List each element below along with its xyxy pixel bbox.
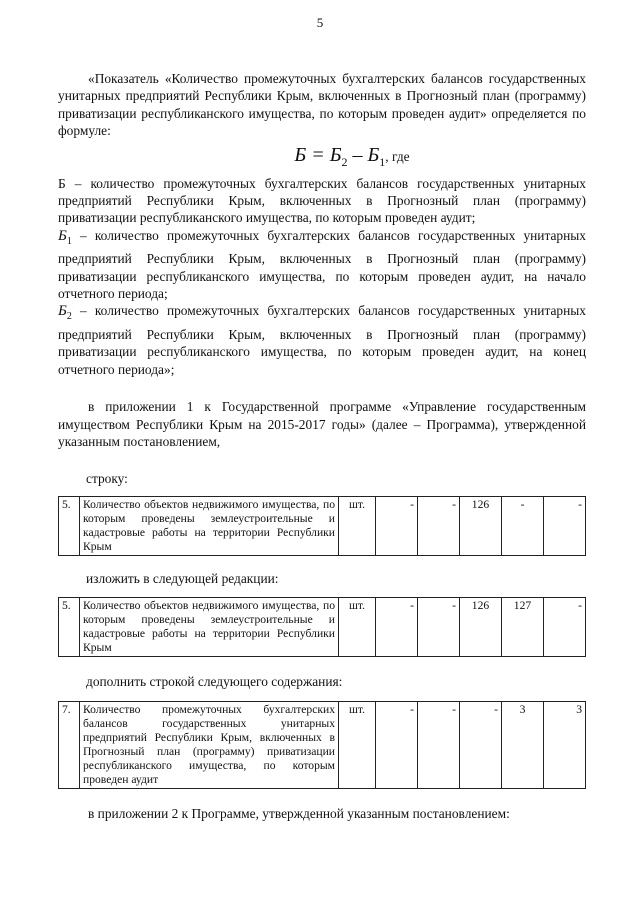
- symbol-b2: $Б_2$: [58, 303, 72, 323]
- symbol-b1: $Б_1$: [58, 227, 72, 247]
- table-row-edited: [58, 597, 586, 657]
- table-row: 5. Количество объектов недвижимого имущества, по которым проведены землеустроительные и кадастровые работы на территории Республики Крым шт. - - 126 - -: [59, 496, 586, 555]
- page-number: 5: [316, 15, 324, 30]
- paragraph-indicator: «Показатель «Количество промежуточных бухгалтерских балансов государственных унитарных предприятий Республики Крым, включенных в Прогнозный план (программу) приватизации республиканского имущества, по которым проведен аудит» определяется по формуле:: [58, 71, 586, 139]
- paragraph-appendix-1: в приложении 1 к Государственной программе «Управление государственным имуществом Республики Крым на 2015-2017 годы» (далее – Программа), утвержденной указанным постановлением,: [58, 399, 586, 449]
- paragraph-appendix-2: в приложении 2 к Программе, утвержденной указанным постановлением:: [88, 805, 510, 821]
- definition-b1: $Б_1$ – количество промежуточных бухгалтерских балансов государственных унитарных предприятий Республики Крым, включенных в Прогнозный план (программу) приватизации республиканского имущества, по которым проведен аудит, на начало отчетного периода;: [58, 227, 586, 302]
- definition-b2: $Б_2$ – количество промежуточных бухгалтерских балансов государственных унитарных предприятий Республики Крым, включенных в Прогнозный план (программу) приватизации республиканского имущества, по которым проведен аудит, на конец отчетного периода»;: [58, 303, 586, 377]
- definition-b: Б – количество промежуточных бухгалтерских балансов государственных унитарных предприятий Республики Крым, включенных в Прогнозный план (программу) приватизации республиканского имущества, по которым проведен аудит;: [58, 175, 586, 226]
- label-edit: изложить в следующей редакции:: [86, 570, 279, 586]
- table-row-original: [58, 496, 586, 556]
- label-row: строку:: [86, 471, 128, 487]
- label-add: дополнить строкой следующего содержания:: [86, 674, 343, 690]
- table-row: 7. Количество промежуточных бухгалтерских балансов государственных унитарных предприятий Республики Крым, включенных в Прогнозный план (программу) приватизации республиканского имущества, по которым проведен аудит шт. - - - 3 3: [59, 701, 586, 788]
- table-row-added: [58, 701, 586, 789]
- formula: $Б = Б_2 - Б_1$, где: [294, 143, 410, 169]
- table-row: 5. Количество объектов недвижимого имущества, по которым проведены землеустроительные и кадастровые работы на территории Республики Крым шт. - - 126 127 -: [59, 598, 586, 657]
- document-body: [58, 70, 586, 822]
